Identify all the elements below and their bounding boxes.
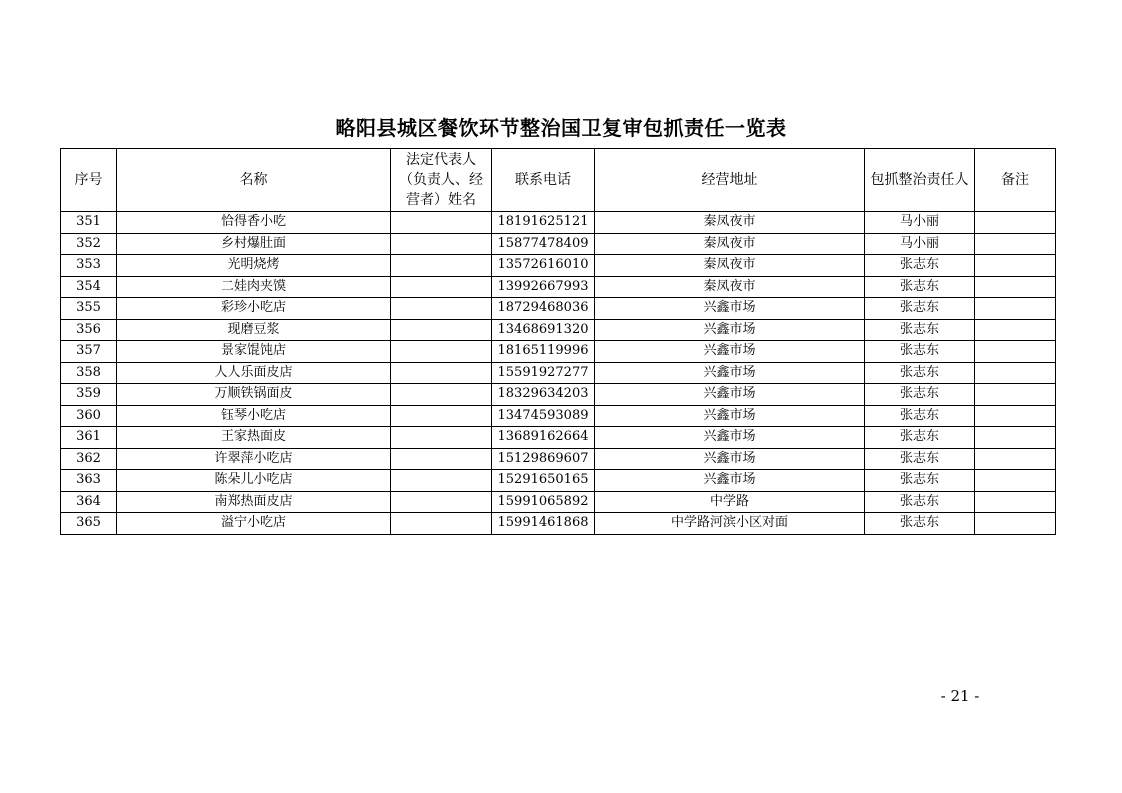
cell-name: 王家热面皮 bbox=[117, 427, 391, 449]
cell-phone: 15129869607 bbox=[492, 448, 595, 470]
cell-remark bbox=[975, 233, 1056, 255]
cell-seq: 360 bbox=[61, 405, 117, 427]
cell-phone: 13992667993 bbox=[492, 276, 595, 298]
cell-representative bbox=[391, 341, 492, 363]
cell-address: 秦凤夜市 bbox=[595, 276, 865, 298]
cell-seq: 362 bbox=[61, 448, 117, 470]
cell-remark bbox=[975, 427, 1056, 449]
header-representative: 法定代表人（负责人、经营者）姓名 bbox=[391, 149, 492, 212]
table-row bbox=[61, 276, 1056, 298]
cell-address: 兴鑫市场 bbox=[595, 470, 865, 492]
cell-remark bbox=[975, 212, 1056, 234]
cell-responsible: 张志东 bbox=[865, 276, 975, 298]
cell-seq: 359 bbox=[61, 384, 117, 406]
cell-name: 恰得香小吃 bbox=[117, 212, 391, 234]
cell-seq: 358 bbox=[61, 362, 117, 384]
cell-phone: 15291650165 bbox=[492, 470, 595, 492]
cell-seq: 365 bbox=[61, 513, 117, 535]
cell-seq: 357 bbox=[61, 341, 117, 363]
cell-remark bbox=[975, 448, 1056, 470]
cell-remark bbox=[975, 276, 1056, 298]
cell-representative bbox=[391, 513, 492, 535]
cell-remark bbox=[975, 405, 1056, 427]
cell-representative bbox=[391, 298, 492, 320]
cell-address: 兴鑫市场 bbox=[595, 448, 865, 470]
cell-responsible: 张志东 bbox=[865, 341, 975, 363]
cell-responsible: 张志东 bbox=[865, 491, 975, 513]
cell-responsible: 张志东 bbox=[865, 298, 975, 320]
cell-name: 二娃肉夹馍 bbox=[117, 276, 391, 298]
cell-address: 中学路 bbox=[595, 491, 865, 513]
cell-name: 钰琴小吃店 bbox=[117, 405, 391, 427]
cell-name: 陈朵儿小吃店 bbox=[117, 470, 391, 492]
cell-seq: 351 bbox=[61, 212, 117, 234]
cell-address: 秦凤夜市 bbox=[595, 233, 865, 255]
cell-responsible: 张志东 bbox=[865, 405, 975, 427]
cell-responsible: 张志东 bbox=[865, 362, 975, 384]
cell-phone: 15877478409 bbox=[492, 233, 595, 255]
cell-remark bbox=[975, 362, 1056, 384]
cell-address: 秦凤夜市 bbox=[595, 212, 865, 234]
table-row bbox=[61, 448, 1056, 470]
header-seq: 序号 bbox=[61, 149, 117, 212]
cell-representative bbox=[391, 255, 492, 277]
cell-name: 彩珍小吃店 bbox=[117, 298, 391, 320]
cell-name: 人人乐面皮店 bbox=[117, 362, 391, 384]
cell-seq: 354 bbox=[61, 276, 117, 298]
cell-representative bbox=[391, 427, 492, 449]
table-row bbox=[61, 513, 1056, 535]
cell-phone: 18329634203 bbox=[492, 384, 595, 406]
cell-name: 景家馄饨店 bbox=[117, 341, 391, 363]
cell-address: 兴鑫市场 bbox=[595, 298, 865, 320]
header-address: 经营地址 bbox=[595, 149, 865, 212]
cell-responsible: 马小丽 bbox=[865, 212, 975, 234]
cell-seq: 363 bbox=[61, 470, 117, 492]
cell-seq: 355 bbox=[61, 298, 117, 320]
cell-name: 乡村爆肚面 bbox=[117, 233, 391, 255]
cell-phone: 13474593089 bbox=[492, 405, 595, 427]
table-row bbox=[61, 298, 1056, 320]
cell-responsible: 张志东 bbox=[865, 513, 975, 535]
cell-representative bbox=[391, 362, 492, 384]
cell-phone: 13468691320 bbox=[492, 319, 595, 341]
cell-remark bbox=[975, 319, 1056, 341]
cell-remark bbox=[975, 341, 1056, 363]
cell-responsible: 张志东 bbox=[865, 470, 975, 492]
responsibility-table bbox=[60, 148, 1056, 535]
cell-phone: 15991065892 bbox=[492, 491, 595, 513]
cell-representative bbox=[391, 470, 492, 492]
cell-phone: 15591927277 bbox=[492, 362, 595, 384]
cell-representative bbox=[391, 276, 492, 298]
cell-seq: 361 bbox=[61, 427, 117, 449]
cell-representative bbox=[391, 384, 492, 406]
header-remark: 备注 bbox=[975, 149, 1056, 212]
cell-phone: 18191625121 bbox=[492, 212, 595, 234]
cell-remark bbox=[975, 298, 1056, 320]
table-row bbox=[61, 427, 1056, 449]
cell-responsible: 张志东 bbox=[865, 255, 975, 277]
cell-address: 兴鑫市场 bbox=[595, 427, 865, 449]
cell-representative bbox=[391, 491, 492, 513]
table-row bbox=[61, 362, 1056, 384]
cell-remark bbox=[975, 255, 1056, 277]
header-phone: 联系电话 bbox=[492, 149, 595, 212]
cell-address: 兴鑫市场 bbox=[595, 319, 865, 341]
header-responsible: 包抓整治责任人 bbox=[865, 149, 975, 212]
cell-phone: 18729468036 bbox=[492, 298, 595, 320]
cell-address: 兴鑫市场 bbox=[595, 362, 865, 384]
cell-responsible: 张志东 bbox=[865, 427, 975, 449]
page-number: - 21 - bbox=[940, 687, 980, 705]
cell-seq: 352 bbox=[61, 233, 117, 255]
cell-seq: 356 bbox=[61, 319, 117, 341]
cell-remark bbox=[975, 470, 1056, 492]
cell-address: 兴鑫市场 bbox=[595, 405, 865, 427]
cell-address: 中学路河滨小区对面 bbox=[595, 513, 865, 535]
table-header-row bbox=[61, 149, 1056, 212]
table-row bbox=[61, 212, 1056, 234]
cell-remark bbox=[975, 513, 1056, 535]
cell-name: 溢宁小吃店 bbox=[117, 513, 391, 535]
table-row bbox=[61, 405, 1056, 427]
cell-remark bbox=[975, 384, 1056, 406]
cell-phone: 13689162664 bbox=[492, 427, 595, 449]
table-row bbox=[61, 341, 1056, 363]
table-row bbox=[61, 384, 1056, 406]
cell-seq: 364 bbox=[61, 491, 117, 513]
cell-responsible: 张志东 bbox=[865, 448, 975, 470]
table-row bbox=[61, 255, 1056, 277]
cell-name: 许翠萍小吃店 bbox=[117, 448, 391, 470]
header-name: 名称 bbox=[117, 149, 391, 212]
cell-seq: 353 bbox=[61, 255, 117, 277]
cell-representative bbox=[391, 233, 492, 255]
cell-name: 光明烧烤 bbox=[117, 255, 391, 277]
cell-name: 现磨豆浆 bbox=[117, 319, 391, 341]
document-title: 略阳县城区餐饮环节整治国卫复审包抓责任一览表 bbox=[335, 116, 787, 140]
cell-address: 兴鑫市场 bbox=[595, 384, 865, 406]
cell-responsible: 张志东 bbox=[865, 384, 975, 406]
cell-name: 南郑热面皮店 bbox=[117, 491, 391, 513]
table-row bbox=[61, 491, 1056, 513]
cell-phone: 13572616010 bbox=[492, 255, 595, 277]
cell-responsible: 马小丽 bbox=[865, 233, 975, 255]
cell-responsible: 张志东 bbox=[865, 319, 975, 341]
cell-representative bbox=[391, 212, 492, 234]
cell-address: 兴鑫市场 bbox=[595, 341, 865, 363]
cell-address: 秦凤夜市 bbox=[595, 255, 865, 277]
cell-representative bbox=[391, 405, 492, 427]
cell-representative bbox=[391, 448, 492, 470]
cell-phone: 18165119996 bbox=[492, 341, 595, 363]
cell-phone: 15991461868 bbox=[492, 513, 595, 535]
cell-name: 万顺铁锅面皮 bbox=[117, 384, 391, 406]
cell-remark bbox=[975, 491, 1056, 513]
table-row bbox=[61, 233, 1056, 255]
cell-representative bbox=[391, 319, 492, 341]
table-row bbox=[61, 319, 1056, 341]
table-row bbox=[61, 470, 1056, 492]
